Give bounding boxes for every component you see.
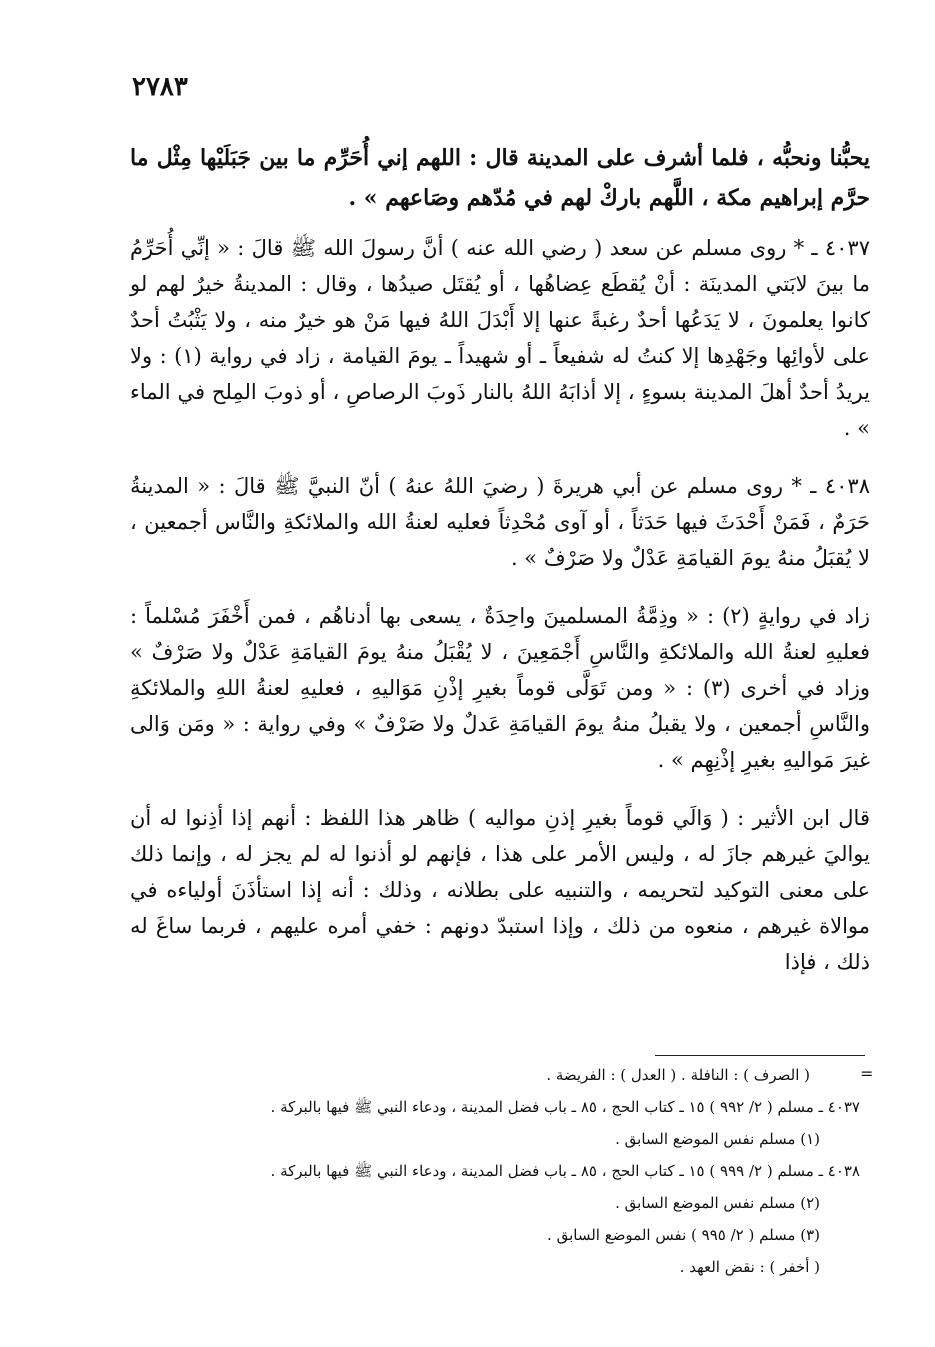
- paragraph-continuation: يحبُّنا ونحبُّه ، فلما أشرف على المدينة قال : اللهم إني أُحَرِّم ما بين جَبَلَيْها مِثْل ما حرَّم إبراهيم مكة ، اللَّهم باركْ لهم في مُدّهم وصَاعهم » .: [130, 145, 870, 211]
- main-text: [130, 138, 870, 1002]
- footnote-divider: [655, 1055, 865, 1056]
- footnote-2: (٢) مسلم نفس الموضع السابق .: [615, 1194, 820, 1212]
- footnote-glossary-top: ( الصرف ) : النافلة . ( العدل ) : الفريضة .: [546, 1066, 810, 1084]
- paragraph-hadith-4038: ٤٠٣٨ ـ * روى مسلم عن أبي هريرةَ ( رضيَ اللهُ عنهُ ) أنّ النبيَّ ﷺ قالَ : « المدينةُ حَرَمٌ ، فَمَنْ أَحْدَثَ فيها حَدَثاً ، أو آوى مُحْدِثاً فعليه لعنةُ الله والملائكةِ والنَّاس أجمعين ، لا يُقبَلُ منهُ يومَ القيامَةِ عَدْلٌ ولا صَرْفٌ » .: [130, 474, 870, 570]
- paragraph-hadith-4037: ٤٠٣٧ ـ * روى مسلم عن سعد ( رضي الله عنه ) أنَّ رسولَ الله ﷺ قالَ : « إنِّي أُحَرِّمُ ما بينَ لابَتي المدينَة : أنْ يُقطَع عِضاهُها ، أو يُقتَل صيدُها ، وقال : المدينةُ خيرٌ لهم لو كانوا يعلمونَ ، لا يَدَعُها أحدٌ رغبةً عنها إلا أَبْدَلَ اللهُ فيها مَنْ هو خيرٌ منه ، ولا يَثْبُتُ أحدٌ على لأوائِها وجَهْدِها إلا كنتُ له شفيعاً ـ أو شهيداً ـ يومَ القيامة ، زاد في رواية (١) : ولا يريدُ أحدٌ أهلَ المدينة بسوءٍ ، إلا أذابَهُ اللهُ بالنار ذَوبَ الرصاصِ ، أو ذوبَ المِلح في الماء » .: [130, 236, 870, 440]
- continuation-mark: =: [860, 1064, 874, 1083]
- paragraph-ibn-al-athir: قال ابن الأثير : ( وَالَي قوماً بغيرِ إذنِ مواليه ) ظاهر هذا اللفظ : أنهم إذا أذِنوا له أن يواليَ غيرهم جازَ له ، وليس الأمر على هذا ، فإنهم لو أذنوا له لم يجز له ، وإنما ذلك على معنى التوكيد لتحريمه ، والتنبيه على بطلانه ، وذلك : أنه إذا استأذَنَ أولياءه في موالاة غيرهم ، منعوه من ذلك ، وإذا استبدّ دونهم : خفي أمره عليهم ، فربما ساغَ له ذلك ، فإذا: [130, 806, 870, 974]
- page-number: ٢٧٨٣: [132, 72, 188, 102]
- footnote-3: (٣) مسلم ( ٢/ ٩٩٥ ) نفس الموضع السابق .: [547, 1226, 820, 1244]
- footnote-ref-4037: ٤٠٣٧ ـ مسلم ( ٢/ ٩٩٢ ) ١٥ ـ كتاب الحج ، ٨٥ ـ باب فضل المدينة ، ودعاء النبي ﷺ فيها بالبركة .: [270, 1098, 860, 1116]
- footnote-1: (١) مسلم نفس الموضع السابق .: [615, 1130, 820, 1148]
- footnote-glossary-bottom: ( أخفر ) : نقض العهد .: [679, 1258, 820, 1276]
- footnotes: [210, 1064, 860, 1288]
- paragraph-additional-narration: زاد في روايةٍ (٢) : « وذِمَّةُ المسلمينَ واحِدَةٌ ، يسعى بها أدناهُم ، فمن أَخْفَرَ مُسْلماً : فعليهِ لعنةُ الله والملائكةِ والنَّاسِ أَجْمَعِينَ ، لا يُقْبَلُ منهُ يومَ القيامَةِ عَدْلٌ ولا صَرْفٌ » وزاد في أخرى (٣) : « ومن تَوَلَّى قوماً بغيرِ إذْنِ مَوَاليهِ ، فعليهِ لعنةُ اللهِ والملائكةِ والنَّاسِ أجمعين ، ولا يقبلُ منهُ يومَ القيامَةِ عَدلٌ ولا صَرْفٌ » وفي رواية : « ومَن وَالى غيرَ مَواليهِ بغيرِ إذْنِهِم » .: [130, 604, 870, 772]
- footnote-ref-4038: ٤٠٣٨ ـ مسلم ( ٢/ ٩٩٩ ) ١٥ ـ كتاب الحج ، ٨٥ ـ باب فضل المدينة ، ودعاء النبي ﷺ فيها بالبركة .: [270, 1162, 860, 1180]
